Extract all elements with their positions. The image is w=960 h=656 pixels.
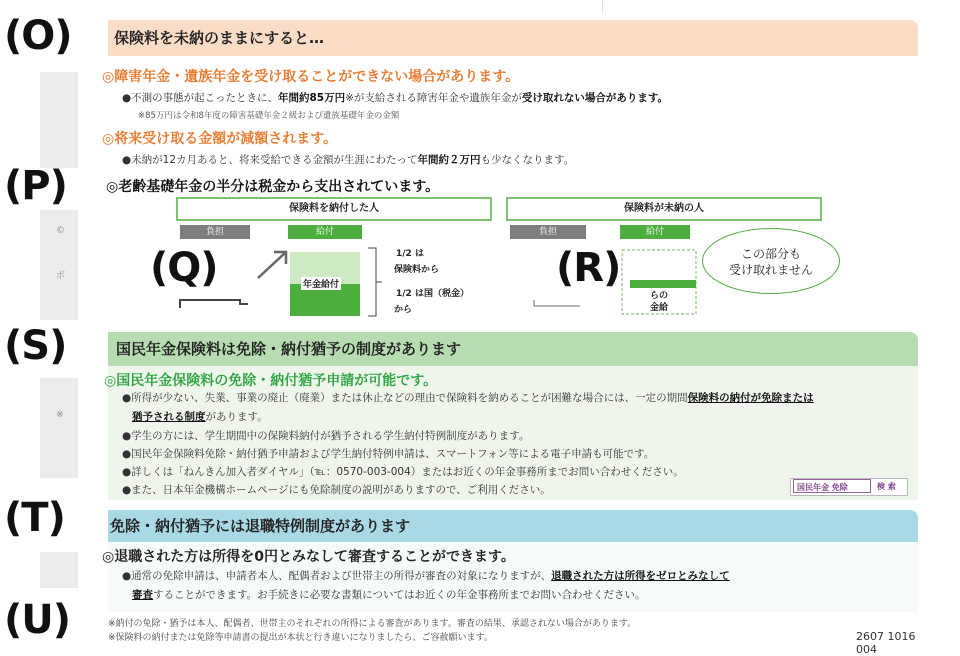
document-page [102,0,918,656]
e-application-bullet: ●国民年金保険料免除・納付猶予申請および学生納付特例申請は、スマートフォン等による電子申請も可能です。 [122,448,655,460]
document-code: 2607 1016 004 [856,630,916,656]
gutter-mark: ボ [56,271,66,281]
half-premium-text: 保険料から [394,265,440,275]
divider [602,0,603,14]
benefit-box-paid: 給付 [288,225,362,239]
exemption-bullet-1-cont: 猶予される制度があります。 [132,411,268,423]
label-p: (P) [4,163,67,209]
partial-label-1: らの [650,291,669,301]
benefit-box-unpaid: 給付 [620,225,690,239]
search-button[interactable]: 検 索 [877,482,896,491]
dial-bullet: ●詳しくは「ねんきん加入者ダイヤル」（℡：0570-003-004）またはお近くの年金事務所までお問い合わせください。 [122,466,684,478]
half-premium-frac: 1/2 は [396,249,424,259]
retirement-subheading: ◎退職された方は所得を0円とみなして審査することができます。 [102,549,515,565]
footer-note-1: ※納付の免除・猶予は本人、配偶者、世帯主のそれぞれの所得による審査があります。審査の結果、承認されない場合があります。 [108,619,637,629]
partial-label-2: 金給 [650,303,669,313]
retirement-bullet-cont: 審査することができます。お手続きに必要な書類についてはお近くの年金事務所までお問い合わせください。 [132,589,646,601]
speech-bubble [702,228,840,294]
unpaid-title: 保険料が未納の人 [506,197,822,221]
exemption-subheading: ◎国民年金保険料の免除・納付猶予申請が可能です。 [104,373,438,389]
gutter-bar [40,72,78,168]
disability-bullet: ●不測の事態が起こったときに、年間約85万円※が支給される障害年金や遺族年金が受け取れない場合があります。 [122,92,669,104]
exemption-bullet-1: ●所得が少ない、失業、事業の廃止（廃業）または休止などの理由で保険料を納めることが困難な場合には、一定の期間保険料の納付が免除または [122,392,814,404]
burden-box-unpaid: 負担 [510,225,586,239]
half-tax-frac: 1/2 は国（税金） [396,289,469,299]
gutter-mark: © [56,226,65,236]
search-box[interactable] [790,478,908,496]
section-s-heading: 国民年金保険料は免除・納付猶予の制度があります [108,332,918,366]
label-q: (Q) [150,245,218,291]
label-o: (O) [4,13,72,59]
reduction-heading: ◎将来受け取る金額が減額されます。 [102,131,338,147]
student-bullet: ●学生の方には、学生期間中の保険料納付が猶予される学生納付特例制度があります。 [122,430,530,442]
retirement-bullet: ●通常の免除申請は、申請者本人、配偶者および世帯主の所得が審査の対象になりますが、退職された方は所得をゼロとみなして [122,570,730,582]
half-tax-text: から [394,305,413,315]
footer-note-2: ※保険料の納付または免除等申請書の提出が本状と行き違いになりましたら、ご容赦願います。 [108,633,493,643]
search-input[interactable]: 国民年金 免除 [793,479,871,493]
gutter-bar [40,378,78,478]
reduction-bullet: ●未納が12カ月あると、将来受給できる金額が生涯にわたって年間約２万円も少なくなります。 [122,154,575,166]
homepage-bullet: ●また、日本年金機構ホームページにも免除制度の説明がありますので、ご利用ください。 [122,484,551,496]
label-gutter [0,0,112,656]
section-t-heading: 免除・納付猶予には退職特例制度があります [108,510,918,542]
section-o-heading: 保険料を未納のままにすると… [108,20,918,56]
disability-heading: ◎障害年金・遺族年金を受け取ることができない場合があります。 [102,69,520,85]
bubble-line: この部分も [740,247,801,261]
label-u: (U) [4,597,71,643]
paid-title: 保険料を納付した人 [176,197,492,221]
tax-heading: ◎老齢基礎年金の半分は税金から支出されています。 [106,179,440,195]
pension-label: 年金給付 [301,277,341,290]
gutter-mark: ※ [56,410,64,420]
bubble-line: 受け取れません [728,263,813,277]
burden-box-paid: 負担 [180,225,250,239]
label-s: (S) [4,323,67,369]
label-t: (T) [4,495,65,541]
amount-note: ※85万円は令和8年度の障害基礎年金２級および遺族基礎年金の金額 [138,111,400,121]
gutter-bar [40,552,78,588]
label-r: (R) [556,245,621,291]
